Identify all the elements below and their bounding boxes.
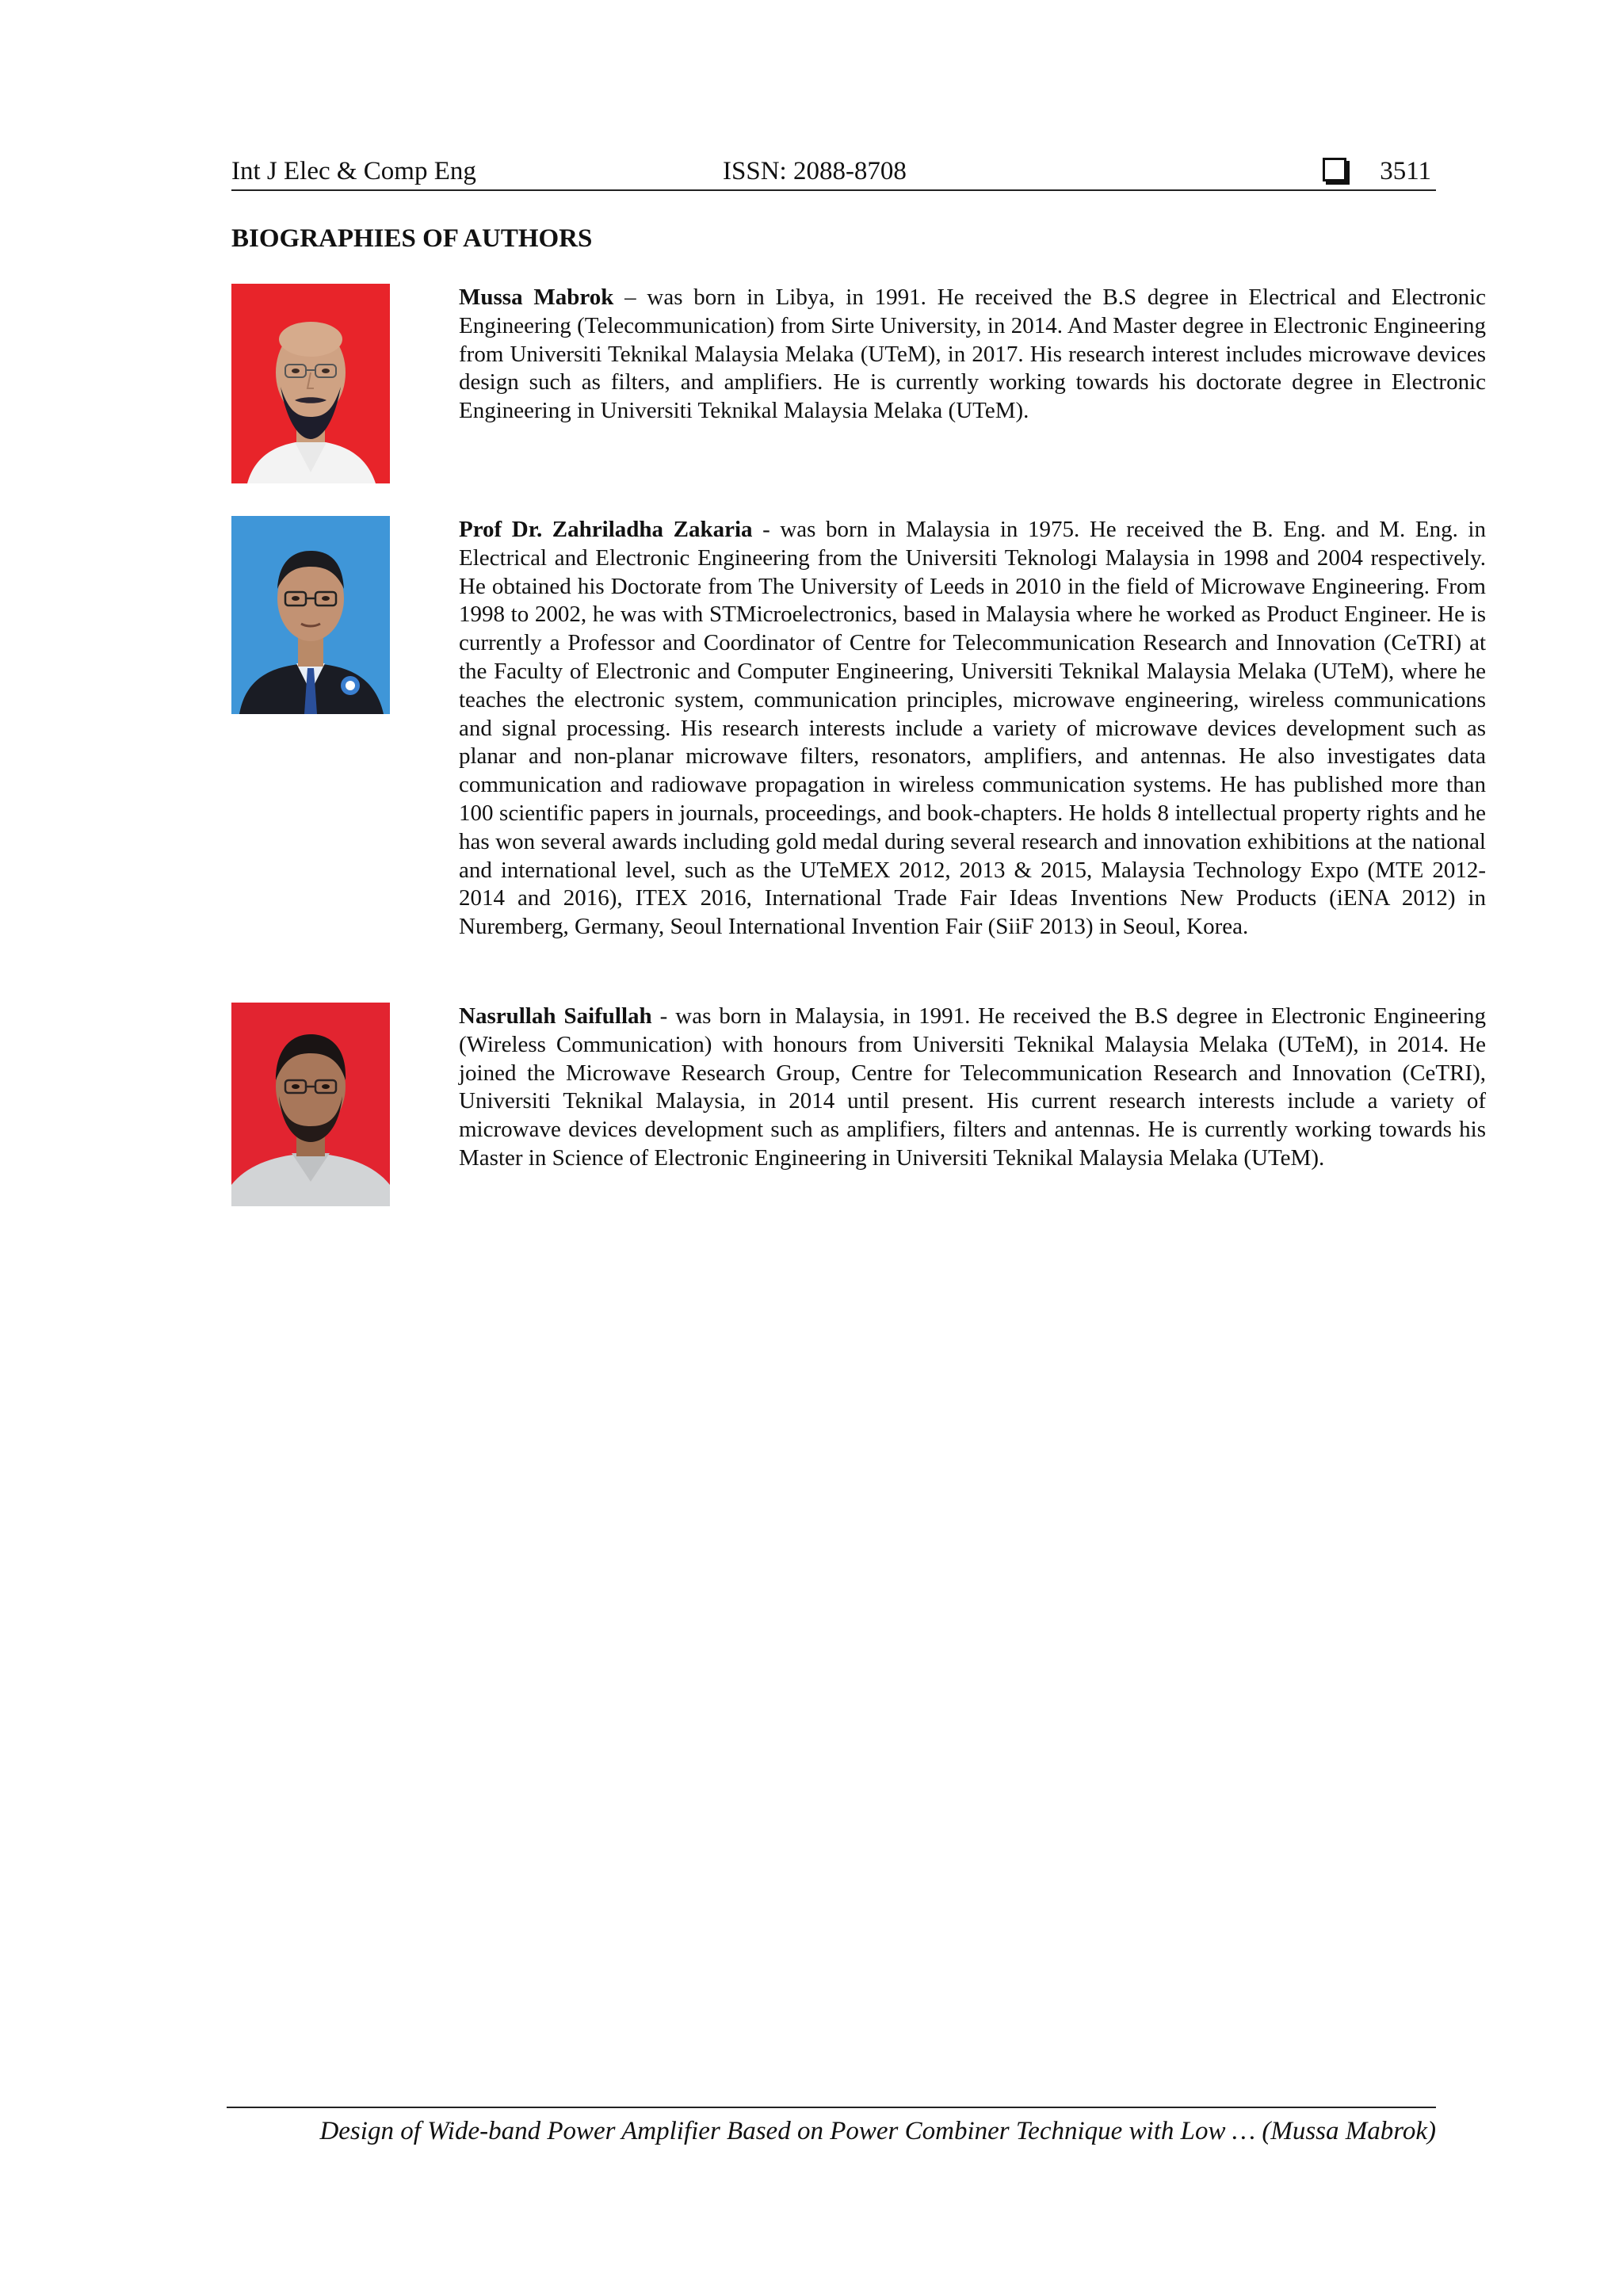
square-bullet-icon [1323, 158, 1346, 181]
author-photo-1 [231, 284, 390, 483]
running-footer: Design of Wide-band Power Amplifier Based on Power Combiner Technique with Low … (Mussa Mabrok) [319, 2117, 1436, 2145]
author-bio-text-1 [459, 284, 1486, 426]
page-number-group [1323, 153, 1431, 189]
author-biography: was born in Malaysia, in 1991. He received the B.S degree in Electronic Engineering (Wireless Communication) with honours from Universiti Teknikal Malaysia Melaka (UTeM), in 2014. He joined the Microwave Research Group, Centre for Telecommunication Research and Innovation (CeTRI), Universiti Teknikal Malaysia, in 2014 until present. His current research interests include a variety of microwave devices development such as amplifiers, filters and antennas. He is currently working towards his Master in Science of Electronic Engineering in Universiti Teknikal Malaysia Melaka (UTeM). [459, 1003, 1486, 1171]
running-header [231, 153, 1436, 191]
author-biography: was born in Libya, in 1991. He received the B.S degree in Electrical and Electronic Engineering (Telecommunication) from Sirte University, in 2014. And Master degree in Electronic Engineering from Universiti Teknikal Malaysia Melaka (UTeM), in 2017. His research interest includes microwave devices design such as filters, and amplifiers. He is currently working towards his doctorate degree in Electronic Engineering in Universiti Teknikal Malaysia Melaka (UTeM). [459, 285, 1487, 424]
author-biography: was born in Malaysia in 1975. He received the B. Eng. and M. Eng. in Electrical and Electronic Engineering from the Universiti Teknologi Malaysia in 1998 and 2004 respectively. He obtained his Doctorate from The University of Leeds in 2010 in the field of Microwave Engineering. From 1998 to 2002, he was with STMicroelectronics, based in Malaysia where he worked as Product Engineer. He is currently a Professor and Coordinator of Centre for Telecommunication Research and Innovation (CeTRI) at the Faculty of Electronic and Computer Engineering, Universiti Teknikal Malaysia Melaka (UTeM), where he teaches the electronic system, communication principles, microwave engineering, wireless communications and signal processing. His research interests include a variety of microwave devices development such as planar and non-planar microwave filters, resonators, amplifiers, and antennas. He also investigates data communication and radiowave propagation in wireless communication systems. He has published more than 100 scientific papers in journals, proceedings, and book-chapters. He holds 8 intellectual property rights and he has won several awards including gold medal during several research and innovation exhibitions at the national and international level, such as the UTeMEX 2012, 2013 & 2015, Malaysia Technology Expo (MTE 2012-2014 and 2016), ITEX 2016, International Trade Fair Ideas Inventions New Products (iENA 2012) in Nuremberg, Germany, Seoul International Invention Fair (SiiF 2013) in Seoul, Korea. [459, 517, 1486, 940]
author-name: Mussa Mabrok [459, 285, 614, 310]
author-bio-text-3 [459, 1003, 1486, 1173]
author-photo-3 [231, 1003, 390, 1206]
page-number: 3511 [1380, 157, 1431, 185]
name-separator: - [651, 1003, 676, 1029]
footer-rule [227, 2107, 1436, 2108]
name-separator: – [613, 285, 647, 310]
author-name: Prof Dr. Zahriladha Zakaria [459, 517, 753, 542]
issn: ISSN: 2088-8708 [723, 157, 907, 185]
section-title: BIOGRAPHIES OF AUTHORS [231, 224, 593, 253]
author-photo-2 [231, 516, 390, 714]
name-separator: - [752, 517, 781, 542]
journal-name: Int J Elec & Comp Eng [231, 157, 476, 185]
author-name: Nasrullah Saifullah [459, 1003, 652, 1029]
author-bio-text-2 [459, 516, 1486, 942]
